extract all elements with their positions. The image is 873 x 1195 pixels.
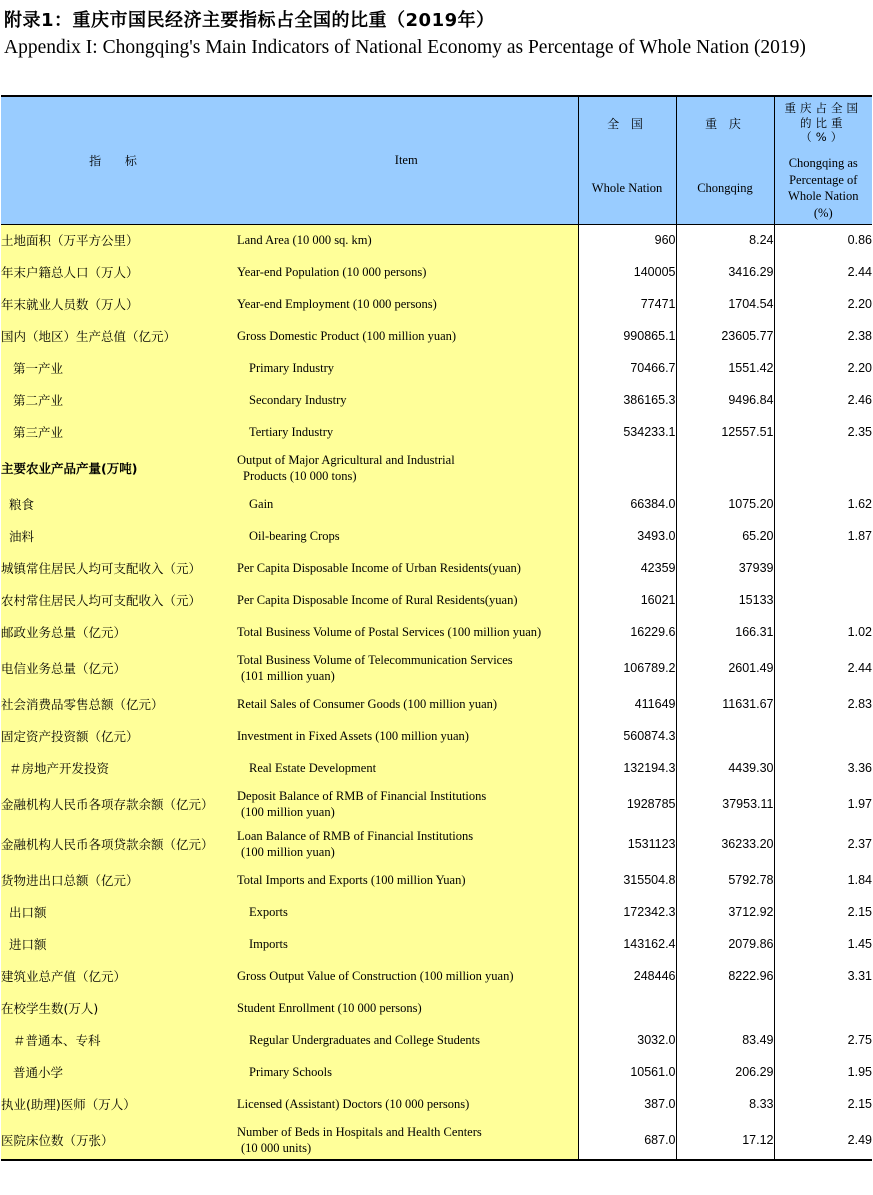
value-whole-nation: 42359: [578, 552, 676, 584]
item-en: [235, 584, 578, 616]
indicator-cn: 农村常住居民人均可支配收入（元）: [1, 584, 235, 616]
item-en: [235, 688, 578, 720]
indicator-cn: 社会消费品零售总额（亿元）: [1, 688, 235, 720]
table-row: [1, 824, 872, 864]
value-whole-nation: [578, 992, 676, 1024]
item-en-text: Per Capita Disposable Income of Rural Residents(yuan): [237, 593, 518, 607]
value-share: 2.44: [774, 648, 872, 688]
value-chongqing: 37939: [676, 552, 774, 584]
table-row: [1, 1120, 872, 1160]
item-en: [235, 256, 578, 288]
table-row: [1, 688, 872, 720]
header-share-en: [775, 155, 873, 221]
indicator-cn: 邮政业务总量（亿元）: [1, 616, 235, 648]
item-en-line2: (100 million yuan): [241, 845, 335, 859]
item-en-text: Primary Industry: [249, 361, 335, 375]
indicator-cn: 第二产业: [1, 384, 235, 416]
table-row: [1, 384, 872, 416]
indicator-cn: 城镇常住居民人均可支配收入（元）: [1, 552, 235, 584]
item-en: [235, 784, 578, 824]
item-en-text: Secondary Industry: [249, 393, 347, 407]
item-en: [235, 224, 578, 256]
value-whole-nation: 172342.3: [578, 896, 676, 928]
indicator-cn: 固定资产投资额（亿元）: [1, 720, 235, 752]
indicator-cn: 医院床位数（万张）: [1, 1120, 235, 1160]
indicator-cn: 执业(助理)医师（万人）: [1, 1088, 235, 1120]
value-share: 1.02: [774, 616, 872, 648]
value-chongqing: 1704.54: [676, 288, 774, 320]
indicator-cn: 主要农业产品产量(万吨): [1, 448, 235, 488]
item-en: [235, 1024, 578, 1056]
value-chongqing: 2601.49: [676, 648, 774, 688]
value-chongqing: 4439.30: [676, 752, 774, 784]
item-en-text: Per Capita Disposable Income of Urban Residents(yuan): [237, 561, 521, 575]
value-share: 2.75: [774, 1024, 872, 1056]
table-row: [1, 488, 872, 520]
indicator-cn: 国内（地区）生产总值（亿元）: [1, 320, 235, 352]
item-en-text: Investment in Fixed Assets (100 million yuan): [237, 729, 469, 743]
value-whole-nation: 140005: [578, 256, 676, 288]
item-en-text: Total Business Volume of Postal Services (100 million yuan): [237, 625, 542, 639]
item-en-text: Regular Undergraduates and College Students: [249, 1033, 480, 1047]
value-share: 2.49: [774, 1120, 872, 1160]
value-chongqing: 11631.67: [676, 688, 774, 720]
value-whole-nation: [578, 448, 676, 488]
table-row: [1, 896, 872, 928]
header-share-cn-line2: 的比重: [800, 115, 847, 130]
value-share: 2.37: [774, 824, 872, 864]
value-whole-nation: 960: [578, 224, 676, 256]
value-chongqing: 3416.29: [676, 256, 774, 288]
item-en-line1: Total Business Volume of Telecommunication Services: [237, 653, 513, 667]
item-en: [235, 960, 578, 992]
value-whole-nation: 10561.0: [578, 1056, 676, 1088]
value-whole-nation: 16229.6: [578, 616, 676, 648]
item-en-text: Exports: [249, 905, 288, 919]
item-en-text: Gross Domestic Product (100 million yuan): [237, 329, 457, 343]
indicator-cn: ＃普通本、专科: [1, 1024, 235, 1056]
value-chongqing: 1551.42: [676, 352, 774, 384]
header-share-cn: [775, 101, 873, 145]
page-title-english: Appendix I: Chongqing's Main Indicators of National Economy as Percentage of Whole Nation (2019): [4, 37, 806, 58]
value-whole-nation: 66384.0: [578, 488, 676, 520]
item-en-line2: (101 million yuan): [241, 669, 335, 683]
value-whole-nation: 411649: [578, 688, 676, 720]
table-row: [1, 416, 872, 448]
value-whole-nation: 3493.0: [578, 520, 676, 552]
value-whole-nation: 687.0: [578, 1120, 676, 1160]
header-share-en-line3: Whole Nation: [788, 189, 859, 203]
indicator-cn: 建筑业总产值（亿元）: [1, 960, 235, 992]
item-en: [235, 488, 578, 520]
item-en-line1: Loan Balance of RMB of Financial Institutions: [237, 829, 474, 843]
table-row: [1, 616, 872, 648]
table-row: [1, 992, 872, 1024]
table-row: [1, 552, 872, 584]
value-chongqing: [676, 448, 774, 488]
value-whole-nation: 106789.2: [578, 648, 676, 688]
item-en: [235, 552, 578, 584]
table-row: [1, 256, 872, 288]
table-row: [1, 784, 872, 824]
value-share: [774, 992, 872, 1024]
value-share: 1.87: [774, 520, 872, 552]
header-share-cn-line1: 重庆占全国: [784, 101, 862, 115]
value-chongqing: 2079.86: [676, 928, 774, 960]
value-chongqing: [676, 992, 774, 1024]
header-whole-nation-cn: 全 国: [607, 117, 647, 131]
item-en-line1: Output of Major Agricultural and Industrial: [237, 453, 455, 467]
value-share: 2.15: [774, 1088, 872, 1120]
indicator-cn: ＃房地产开发投资: [1, 752, 235, 784]
header-whole-nation-en: Whole Nation: [591, 181, 663, 195]
item-en: [235, 352, 578, 384]
indicator-cn: 第一产业: [1, 352, 235, 384]
value-share: [774, 552, 872, 584]
table-row: [1, 224, 872, 256]
indicator-cn: 金融机构人民币各项存款余额（亿元）: [1, 784, 235, 824]
value-chongqing: 23605.77: [676, 320, 774, 352]
value-whole-nation: 16021: [578, 584, 676, 616]
header-share-en-line1: Chongqing as: [788, 156, 858, 170]
table-row: [1, 320, 872, 352]
table-row: [1, 752, 872, 784]
item-en: [235, 320, 578, 352]
item-en: [235, 1120, 578, 1160]
value-whole-nation: 387.0: [578, 1088, 676, 1120]
table-row: [1, 960, 872, 992]
item-en-text: Retail Sales of Consumer Goods (100 million yuan): [237, 697, 498, 711]
header-share-en-line4: (%): [813, 205, 833, 220]
value-share: 2.46: [774, 384, 872, 416]
item-en-text: Total Imports and Exports (100 million Yuan): [237, 873, 466, 887]
item-en-text: Tertiary Industry: [249, 425, 334, 439]
item-en-text: Year-end Population (10 000 persons): [237, 265, 427, 279]
value-chongqing: 17.12: [676, 1120, 774, 1160]
value-chongqing: 8.24: [676, 224, 774, 256]
value-chongqing: 65.20: [676, 520, 774, 552]
indicator-cn: 油料: [1, 520, 235, 552]
indicator-cn: 年末就业人员数（万人）: [1, 288, 235, 320]
table-row: [1, 1056, 872, 1088]
indicator-cn: 出口额: [1, 896, 235, 928]
item-en-text: Primary Schools: [249, 1065, 332, 1079]
indicator-cn: 年末户籍总人口（万人）: [1, 256, 235, 288]
header-share: [774, 96, 872, 224]
value-share: 2.15: [774, 896, 872, 928]
item-en: [235, 928, 578, 960]
item-en-line2: (10 000 units): [241, 1140, 312, 1155]
item-en-text: Real Estate Development: [249, 761, 377, 775]
header-whole-nation: [578, 96, 676, 224]
value-chongqing: 12557.51: [676, 416, 774, 448]
table-row: [1, 288, 872, 320]
item-en: [235, 384, 578, 416]
value-whole-nation: 143162.4: [578, 928, 676, 960]
header-chongqing-en: Chongqing: [697, 181, 753, 195]
value-chongqing: 5792.78: [676, 864, 774, 896]
value-share: 1.45: [774, 928, 872, 960]
table-row: [1, 648, 872, 688]
item-en-text: Gain: [249, 497, 274, 511]
value-share: 1.97: [774, 784, 872, 824]
item-en: [235, 864, 578, 896]
value-share: 3.36: [774, 752, 872, 784]
value-whole-nation: 1531123: [578, 824, 676, 864]
item-en-text: Land Area (10 000 sq. km): [237, 233, 372, 248]
value-share: 3.31: [774, 960, 872, 992]
indicator-cn: 电信业务总量（亿元）: [1, 648, 235, 688]
table-row: [1, 1024, 872, 1056]
value-share: 2.83: [774, 688, 872, 720]
value-whole-nation: 132194.3: [578, 752, 676, 784]
value-whole-nation: 990865.1: [578, 320, 676, 352]
value-chongqing: 206.29: [676, 1056, 774, 1088]
indicator-cn: 土地面积（万平方公里）: [1, 224, 235, 256]
value-chongqing: 37953.11: [676, 784, 774, 824]
table-row: [1, 928, 872, 960]
item-en: [235, 992, 578, 1024]
table-row: [1, 352, 872, 384]
value-whole-nation: 386165.3: [578, 384, 676, 416]
value-chongqing: 9496.84: [676, 384, 774, 416]
header-item: Item: [235, 96, 578, 224]
table-row: [1, 520, 872, 552]
item-en-text: Licensed (Assistant) Doctors (10 000 persons): [237, 1097, 470, 1111]
item-en-line1: Number of Beds in Hospitals and Health Centers: [237, 1124, 482, 1139]
item-en: [235, 1056, 578, 1088]
value-share: [774, 720, 872, 752]
table-row: [1, 448, 872, 488]
value-share: 2.20: [774, 288, 872, 320]
indicator-cn: 粮食: [1, 488, 235, 520]
item-en: [235, 288, 578, 320]
indicator-cn: 普通小学: [1, 1056, 235, 1088]
value-chongqing: 166.31: [676, 616, 774, 648]
item-en: [235, 616, 578, 648]
item-en-line2: Products (10 000 tons): [243, 469, 357, 483]
item-en-text: Imports: [249, 937, 288, 951]
indicator-cn: 在校学生数(万人): [1, 992, 235, 1024]
value-whole-nation: 1928785: [578, 784, 676, 824]
value-share: [774, 448, 872, 488]
item-en-text: Gross Output Value of Construction (100 million yuan): [237, 969, 514, 983]
item-en-text: Year-end Employment (10 000 persons): [237, 297, 437, 311]
value-share: 1.62: [774, 488, 872, 520]
item-en: [235, 752, 578, 784]
item-en: [235, 416, 578, 448]
header-indicator: 指 标: [1, 96, 235, 224]
item-en: [235, 824, 578, 864]
table-header-row: [1, 96, 872, 224]
value-whole-nation: 3032.0: [578, 1024, 676, 1056]
value-chongqing: [676, 720, 774, 752]
item-en-line1: Deposit Balance of RMB of Financial Institutions: [237, 789, 487, 803]
value-share: 2.35: [774, 416, 872, 448]
value-whole-nation: 315504.8: [578, 864, 676, 896]
value-whole-nation: 248446: [578, 960, 676, 992]
value-whole-nation: 560874.3: [578, 720, 676, 752]
value-share: [774, 584, 872, 616]
value-whole-nation: 77471: [578, 288, 676, 320]
table-row: [1, 720, 872, 752]
table-row: [1, 1088, 872, 1120]
item-en: [235, 520, 578, 552]
item-en-text: Student Enrollment (10 000 persons): [237, 1001, 422, 1015]
value-chongqing: 8222.96: [676, 960, 774, 992]
indicator-cn: 金融机构人民币各项贷款余额（亿元）: [1, 824, 235, 864]
item-en: [235, 448, 578, 488]
value-share: 2.44: [774, 256, 872, 288]
value-chongqing: 1075.20: [676, 488, 774, 520]
value-share: 0.86: [774, 224, 872, 256]
item-en: [235, 648, 578, 688]
value-share: 1.95: [774, 1056, 872, 1088]
item-en: [235, 896, 578, 928]
table-row: [1, 864, 872, 896]
item-en-text: Oil-bearing Crops: [249, 529, 340, 543]
value-share: 2.20: [774, 352, 872, 384]
indicator-cn: 第三产业: [1, 416, 235, 448]
item-en-line2: (100 million yuan): [241, 805, 335, 819]
item-en: [235, 720, 578, 752]
value-chongqing: 83.49: [676, 1024, 774, 1056]
header-share-cn-line3: （%）: [800, 130, 847, 144]
value-chongqing: 15133: [676, 584, 774, 616]
value-whole-nation: 70466.7: [578, 352, 676, 384]
header-chongqing: [676, 96, 774, 224]
header-share-en-line2: Percentage of: [789, 172, 858, 187]
page-title-chinese: 附录1：重庆市国民经济主要指标占全国的比重（2019年）: [4, 10, 495, 31]
indicator-cn: 货物进出口总额（亿元）: [1, 864, 235, 896]
table-row: [1, 584, 872, 616]
value-whole-nation: 534233.1: [578, 416, 676, 448]
indicator-cn: 进口额: [1, 928, 235, 960]
indicators-table: [1, 95, 872, 1161]
value-share: 2.38: [774, 320, 872, 352]
value-chongqing: 36233.20: [676, 824, 774, 864]
value-chongqing: 8.33: [676, 1088, 774, 1120]
value-chongqing: 3712.92: [676, 896, 774, 928]
item-en: [235, 1088, 578, 1120]
value-share: 1.84: [774, 864, 872, 896]
header-chongqing-cn: 重 庆: [705, 117, 745, 131]
